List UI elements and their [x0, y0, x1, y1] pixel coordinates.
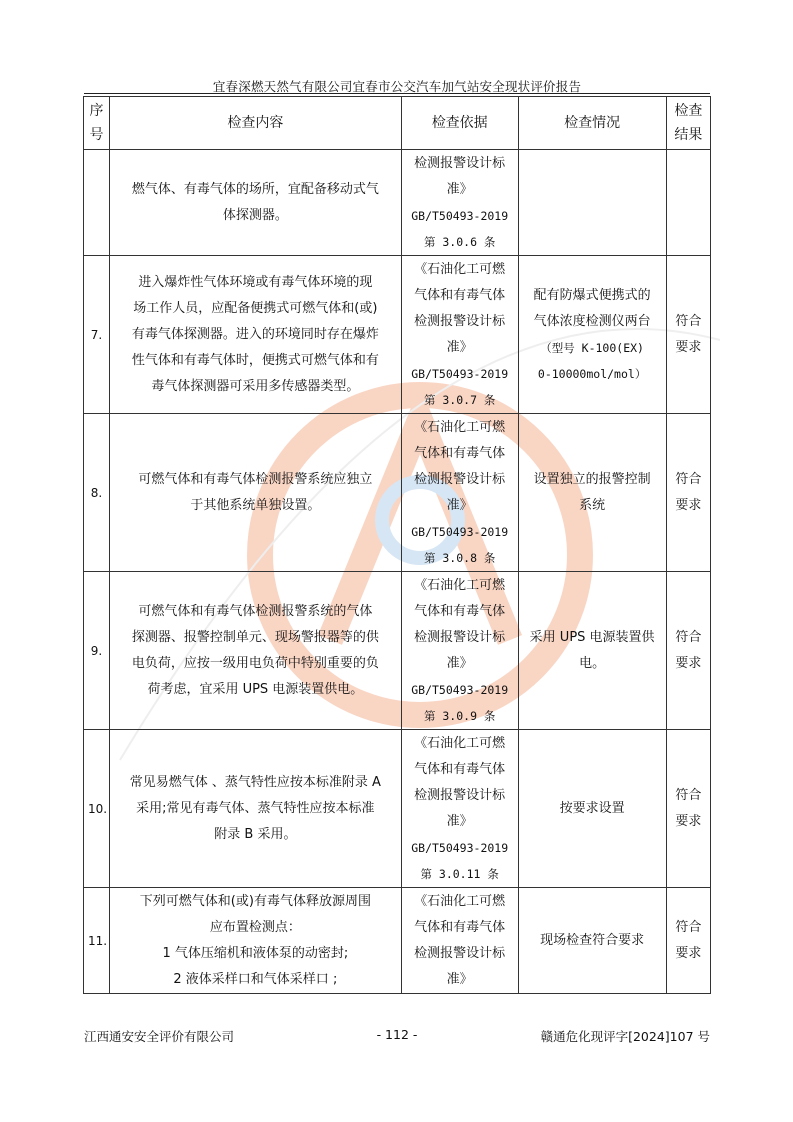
cell-line: 场工作人员，应配备便携式可燃气体和(或): [133, 300, 378, 316]
cell-line: 电负荷，应按一级用电负荷中特别重要的负: [131, 655, 379, 671]
cell-line: 《石油化工可燃: [414, 893, 506, 909]
cell-line: 气体和有毒气体: [414, 919, 506, 935]
cell-line: 准》: [446, 655, 473, 671]
cell-line: 配有防爆式便携式的: [533, 287, 651, 303]
row-result: [666, 572, 710, 730]
cell-line: 毒气体探测器可采用多传感器类型。: [151, 378, 360, 394]
footer-page-number: - 112 -: [376, 1027, 418, 1042]
cell-line: 第 3.0.11 条: [420, 866, 499, 881]
cell-line: 设置独立的报警控制: [533, 471, 651, 487]
col-header-result: 检查 结果: [666, 97, 710, 150]
cell-line: 检测报警设计标: [414, 787, 506, 803]
cell-line: 符合: [675, 471, 702, 487]
cell-line: 《石油化工可燃: [414, 261, 506, 277]
cell-line: 2 液体采样口和气体采样口 ;: [173, 971, 338, 987]
cell-line: 气体和有毒气体: [414, 287, 506, 303]
col-header-status: 检查情况: [518, 97, 666, 150]
row-result: [666, 150, 710, 256]
cell-line: 于其他系统单独设置。: [190, 497, 321, 513]
cell-line: 体探测器。: [222, 207, 288, 223]
cell-line: 检测报警设计标: [414, 155, 506, 171]
row-basis: [401, 150, 518, 256]
table-header-row: [84, 97, 711, 150]
row-status: [518, 414, 666, 572]
row-number: 7.: [84, 256, 110, 414]
row-result: [666, 888, 710, 994]
cell-line: 要求: [675, 813, 702, 829]
cell-line: 荷考虑，宜采用 UPS 电源装置供电。: [147, 681, 364, 697]
cell-line: 第 3.0.6 条: [423, 234, 496, 249]
header-divider: [84, 93, 710, 94]
row-number: 9.: [84, 572, 110, 730]
row-result: [666, 256, 710, 414]
cell-line: 电。: [579, 655, 606, 671]
cell-line: 准》: [446, 181, 473, 197]
cell-line: 符合: [675, 919, 702, 935]
cell-line: 符合: [675, 313, 702, 329]
cell-line: 符合: [675, 787, 702, 803]
footer-company: 江西通安安全评价有限公司: [84, 1029, 235, 1044]
cell-line: 准》: [446, 339, 473, 355]
cell-line: 0-10000mol/mol）: [537, 366, 647, 381]
col-header-basis: 检查依据: [401, 97, 518, 150]
cell-line: 应布置检测点：: [209, 919, 301, 935]
cell-line: 要求: [675, 497, 702, 513]
cell-line: 检测报警设计标: [414, 471, 506, 487]
footer-doc-number: 赣通危化现评字[2024]107 号: [540, 1029, 710, 1044]
cell-line: GB/T50493-2019: [411, 524, 509, 539]
cell-line: GB/T50493-2019: [411, 682, 509, 697]
cell-line: 第 3.0.9 条: [423, 708, 496, 723]
cell-line: 性气体和有毒气体时，便携式可燃气体和有: [131, 352, 379, 368]
row-basis: [401, 572, 518, 730]
inspection-table: [83, 96, 711, 994]
cell-line: 要求: [675, 655, 702, 671]
cell-line: 气体和有毒气体: [414, 761, 506, 777]
table-row: [84, 414, 711, 572]
cell-line: 附录 B 采用。: [214, 826, 297, 842]
cell-line: 气体浓度检测仪两台: [533, 313, 651, 329]
cell-line: GB/T50493-2019: [411, 208, 509, 223]
cell-line: 有毒气体探测器。进入的环境同时存在爆炸: [131, 326, 379, 342]
row-number: 10.: [84, 730, 110, 888]
cell-line: 探测器、报警控制单元、现场警报器等的供: [131, 629, 379, 645]
page-header-title: 宜春深燃天然气有限公司宜春市公交汽车加气站安全现状评价报告: [212, 79, 582, 94]
row-content: [109, 150, 401, 256]
row-result: [666, 730, 710, 888]
table-row: [84, 572, 711, 730]
row-result: [666, 414, 710, 572]
cell-line: 可燃气体和有毒气体检测报警系统的气体: [138, 603, 373, 619]
row-content: [109, 572, 401, 730]
cell-line: 检测报警设计标: [414, 629, 506, 645]
cell-line: （型号 K-100(EX): [540, 340, 644, 355]
cell-line: GB/T50493-2019: [411, 366, 509, 381]
cell-line: 1 气体压缩机和液体泵的动密封;: [162, 945, 349, 961]
cell-line: 要求: [675, 339, 702, 355]
table-row: [84, 888, 711, 994]
row-content: [109, 256, 401, 414]
row-content: [109, 888, 401, 994]
cell-line: 系统: [579, 497, 606, 513]
table-row: [84, 730, 711, 888]
cell-line: 下列可燃气体和(或)有毒气体释放源周围: [139, 893, 371, 909]
row-basis: [401, 414, 518, 572]
col-header-no: 序 号: [84, 97, 110, 150]
row-content: [109, 414, 401, 572]
cell-line: 现场检查符合要求: [540, 932, 645, 948]
cell-line: 气体和有毒气体: [414, 603, 506, 619]
cell-line: 《石油化工可燃: [414, 419, 506, 435]
cell-line: 进入爆炸性气体环境或有毒气体环境的现: [138, 274, 373, 290]
row-content: [109, 730, 401, 888]
cell-line: 《石油化工可燃: [414, 577, 506, 593]
cell-line: 第 3.0.8 条: [423, 550, 496, 565]
cell-line: 气体和有毒气体: [414, 445, 506, 461]
cell-line: 可燃气体和有毒气体检测报警系统应独立: [138, 471, 373, 487]
row-basis: [401, 730, 518, 888]
row-status: [518, 572, 666, 730]
row-status: [518, 256, 666, 414]
cell-line: 常见易燃气体 、蒸气特性应按本标准附录 A: [129, 774, 381, 790]
row-number: [84, 150, 110, 256]
cell-line: 检测报警设计标: [414, 313, 506, 329]
cell-line: 采用 UPS 电源装置供: [529, 629, 655, 645]
row-basis: [401, 256, 518, 414]
cell-line: 准》: [446, 497, 473, 513]
cell-line: 准》: [446, 971, 473, 987]
row-status: [518, 730, 666, 888]
row-number: 11.: [84, 888, 110, 994]
cell-line: 《石油化工可燃: [414, 735, 506, 751]
cell-line: 按要求设置: [559, 800, 625, 816]
cell-line: 准》: [446, 813, 473, 829]
cell-line: 采用;常见有毒气体、蒸气特性应按本标准: [136, 800, 375, 816]
cell-line: 符合: [675, 629, 702, 645]
cell-line: 第 3.0.7 条: [423, 392, 496, 407]
col-header-content: 检查内容: [109, 97, 401, 150]
cell-line: GB/T50493-2019: [411, 840, 509, 855]
row-basis: [401, 888, 518, 994]
row-status: [518, 150, 666, 256]
row-number: 8.: [84, 414, 110, 572]
table-row: [84, 256, 711, 414]
cell-line: 要求: [675, 945, 702, 961]
cell-line: 检测报警设计标: [414, 945, 506, 961]
row-status: [518, 888, 666, 994]
table-row: [84, 150, 711, 256]
cell-line: 燃气体、有毒气体的场所，宜配备移动式气: [131, 181, 379, 197]
